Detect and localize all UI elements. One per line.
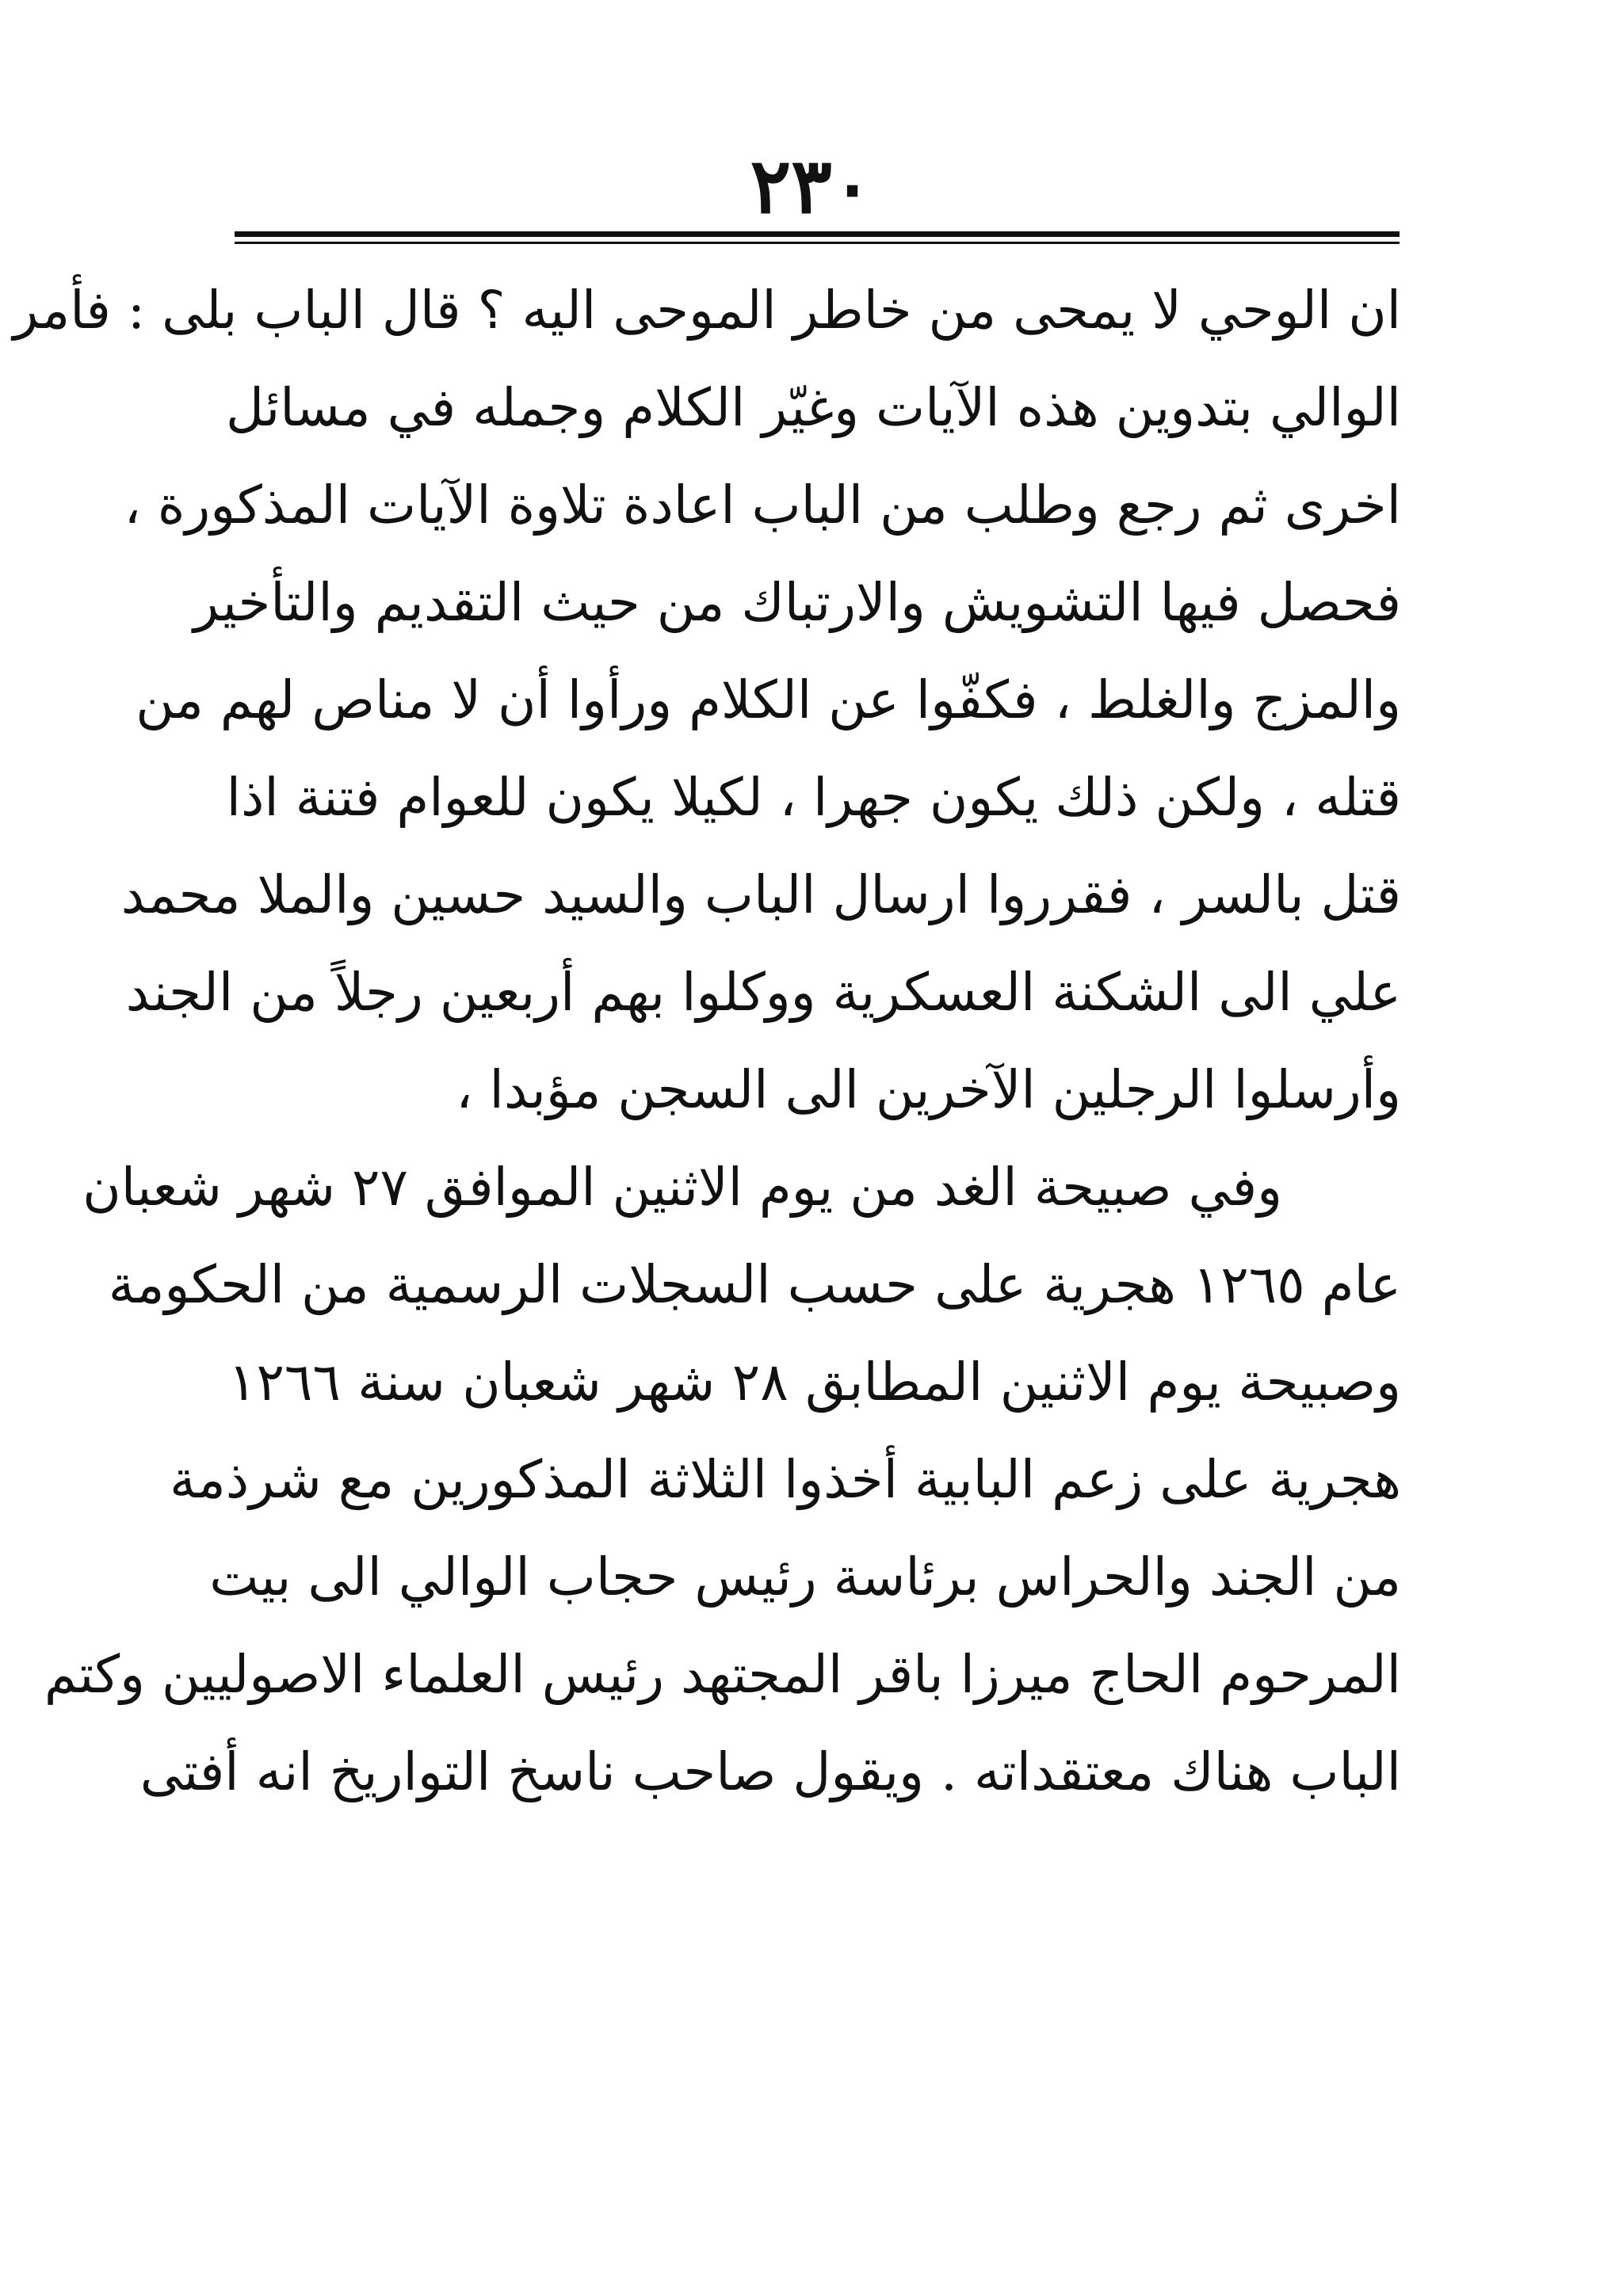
text-line: الوالي بتدوين هذه الآيات وغيّر الكلام وجمله في مسائل <box>225 377 1401 438</box>
header-rule-thick <box>235 231 1400 237</box>
text-line: قتل بالسر ، فقرروا ارسال الباب والسيد حسين والملا محمد <box>120 864 1401 925</box>
text-line: المرحوم الحاج ميرزا باقر المجتهد رئيس العلماء الاصوليين وكتم <box>44 1644 1401 1705</box>
text-line: قتله ، ولكن ذلك يكون جهرا ، لكيلا يكون للعوام فتنة اذا <box>226 767 1401 828</box>
text-line: هجرية على زعم البابية أخذوا الثلاثة المذكورين مع شرذمة <box>169 1449 1401 1510</box>
text-line-paragraph-start: وفي صبيحة الغد من يوم الاثنين الموافق ٢٧ شهر شعبان <box>82 1157 1282 1218</box>
text-line: الباب هناك معتقداته . ويقول صاحب ناسخ التواريخ انه أفتى <box>139 1741 1401 1802</box>
page-number: ٢٣٠ <box>750 141 873 231</box>
text-line: والمزج والغلط ، فكفّوا عن الكلام ورأوا أن لا مناص لهم من <box>136 669 1401 730</box>
body-text <box>13 261 1402 1821</box>
text-line: من الجند والحراس برئاسة رئيس حجاب الوالي الى بيت <box>209 1547 1401 1608</box>
header-rule-thin <box>235 242 1400 244</box>
text-line: فحصل فيها التشويش والارتباك من حيث التقديم والتأخير <box>193 572 1401 633</box>
text-line: اخرى ثم رجع وطلب من الباب اعادة تلاوة الآيات المذكورة ، <box>124 475 1401 536</box>
text-line: عام ١٢٦٥ هجرية على حسب السجلات الرسمية من الحكومة <box>108 1254 1401 1315</box>
text-line-paragraph-end: وأرسلوا الرجلين الآخرين الى السجن مؤبدا ، <box>456 1059 1401 1120</box>
text-line: وصبيحة يوم الاثنين المطابق ٢٨ شهر شعبان سنة ١٢٦٦ <box>228 1352 1402 1413</box>
text-line: ان الوحي لا يمحى من خاطر الموحى اليه ؟ قال الباب بلى : فأمر <box>13 280 1401 341</box>
text-line: علي الى الشكنة العسكرية ووكلوا بهم أربعين رجلاً من الجند <box>125 962 1401 1023</box>
